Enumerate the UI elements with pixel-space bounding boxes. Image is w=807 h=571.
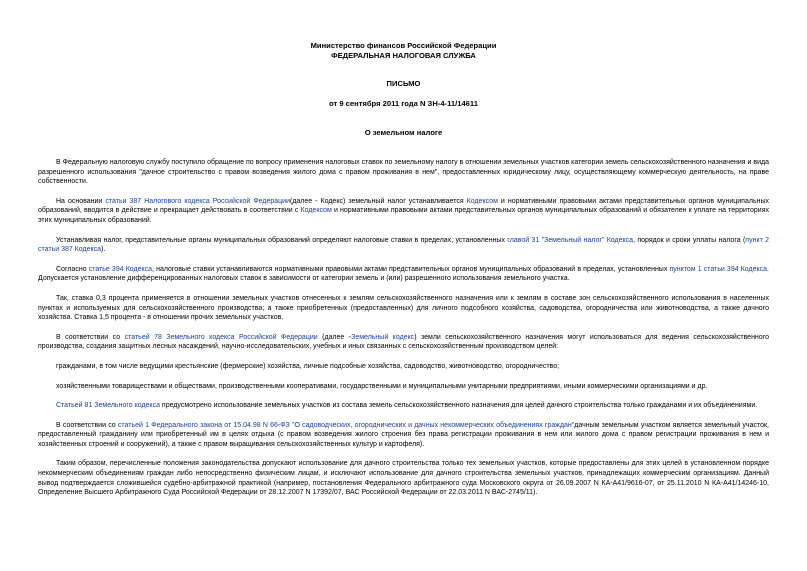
paragraph-10: В соответствии со статьей 1 Федерального закона от 15.04.98 N 66-ФЗ "О садоводческих, огороднических и дачных некоммерческих объединениях граждан"дачным земельным участком является земельный участок, предоставленный гражданину или приобретенный им в целях отдыха (с правом возведения жилого строения без права регистрации проживания в нем или жилого дома с правом регистрации проживания в нем и хозяйственных строений и сооружений), а также с правом выращивания сельскохозяйственных культур и картофеля). bbox=[38, 421, 770, 448]
link-article-387-tax-code[interactable]: статьи 387 Налогового кодекса Российской Федерации bbox=[105, 197, 290, 205]
link-code-1[interactable]: Кодексом bbox=[466, 197, 498, 205]
link-code-2[interactable]: Кодексом bbox=[300, 207, 332, 215]
paragraph-4: Согласно статье 394 Кодекса, налоговые ставки устанавливаются нормативными правовыми актами представительных органов муниципальных образований в пределах, установленных пунктом 1 статьи 394 Кодекса. Допускается установление дифференцированных налоговых ставок в зависимости от категории земель и (или) разрешенного использования земельного участка. bbox=[38, 265, 769, 283]
service-name: ФЕДЕРАЛЬНАЯ НАЛОГОВАЯ СЛУЖБА bbox=[331, 51, 476, 60]
ministry-name: Министерство финансов Российской Федерации bbox=[310, 41, 497, 50]
link-item-1-article-394[interactable]: пунктом 1 статьи 394 Кодекса bbox=[669, 265, 768, 273]
link-article-78-land-code[interactable]: статьей 78 Земельного кодекса Российской Федерации bbox=[124, 333, 318, 341]
paragraph-1: В Федеральную налоговую службу поступило обращение по вопросу применения налоговых ставок по земельному налогу в отношении земельных участков категории земель сельскохозяйственного назначения и вида разрешенного использования "дачное строительство с правом возведения жилого дома с правом проживания в нем", предоставленных юридическому лицу, осуществляющему коммерческую деятельность, на праве собственности. bbox=[38, 159, 769, 186]
link-chapter-31[interactable]: главой 31 "Земельный налог" Кодекса bbox=[507, 236, 634, 244]
paragraph-6: В соответствии со статьей 78 Земельного кодекса Российской Федерации (далее -Земельный кодекс) земли сельскохозяйственного назначения могут использоваться для ведения сельскохозяйственного производства, создания защитных лесных насаждений, научно-исследовательских, учебных и иных связанных с сельскохозяйственным производством целей: bbox=[38, 333, 769, 351]
paragraph-7: гражданами, в том числе ведущими крестьянские (фермерские) хозяйства, личные подсобные хозяйства, садоводство, животноводство, огородничество; bbox=[56, 362, 560, 370]
paragraph-11: Таким образом, перечисленные положения законодательства допускают использование для дачного строительства только тех земельных участков, которые предоставлены для этих целей в установленном порядке некоммерческим объединениям граждан либо непосредственно физическим лицам, и исключают использование для дачного строительства земельных участков, принадлежащих коммерческим организациям. Данный вывод подтверждается сложившейся судебно-арбитражной практикой (например, постановления Федерального арбитражного суда Московского округа от 26.09.2007 N КА-А41/9616-07, от 25.11.2010 N КА-А41/14246-10, Определение Высшего Арбитражного Суда Российской Федерации от 28.12.2007 N 17392/07, ВАС Российской Федерации от 22.03.2011 N ВАС-2745/11). bbox=[38, 460, 769, 497]
paragraph-9: Статьей 81 Земельного кодекса предусмотрено использование земельных участков из состава земель сельскохозяйственного назначения для целей дачного строительства только гражданами и их объединениями. bbox=[56, 402, 758, 410]
document-date-number: от 9 сентября 2011 года N ЗН-4-11/14611 bbox=[329, 99, 478, 108]
paragraph-3: Устанавливая налог, представительные органы муниципальных образований определяют налоговые ставки в пределах, установленных главой 31 "Земельный налог" Кодекса, порядок и сроки уплаты налога (пункт 2 статьи 387 Кодекса). bbox=[38, 236, 770, 254]
link-article-394[interactable]: статье 394 Кодекса bbox=[88, 265, 153, 273]
link-federal-law-66-fz[interactable]: статьей 1 Федерального закона от 15.04.98 N 66-ФЗ "О садоводческих, огороднических и дачных некоммерческих объединениях граждан" bbox=[117, 421, 575, 429]
link-item-2-article-387[interactable]: пункт 2 статьи 387 Кодекса bbox=[38, 236, 770, 254]
link-land-code[interactable]: Земельный кодекс bbox=[351, 333, 415, 341]
link-article-81-land-code[interactable]: Статьей 81 Земельного кодекса bbox=[56, 402, 160, 410]
document-subject: О земельном налоге bbox=[364, 128, 443, 137]
document-body bbox=[38, 158, 769, 506]
paragraph-8: хозяйственными товариществами и обществами, производственными кооперативами, государственными и муниципальными унитарными предприятиями, иными коммерческими организациями и др. bbox=[56, 382, 708, 390]
paragraph-5: Так, ставка 0,3 процента применяется в отношении земельных участков отнесенных к землям сельскохозяйственного назначения или к землям в составе зон сельскохозяйственного использования в населенных пунктах и используемых для сельскохозяйственного производства; а также приобретенных (предоставленных) для личного подсобного хозяйства, садоводства, огородничества или животноводства, а также дачного хозяйства. Ставка 1,5 процента - в отношении прочих земельных участков. bbox=[38, 294, 769, 322]
paragraph-2: На основании статьи 387 Налогового кодекса Российской Федерации(далее - Кодекс) земельный налог устанавливается Кодексом и нормативными правовыми актами представительных органов муниципальных образований, вводится в действие и прекращает действовать в соответствии с Кодексом и нормативными правовыми актами представительных органов муниципальных образований и обязателен к уплате на территориях этих муниципальных образований. bbox=[38, 197, 769, 224]
document-type: ПИСЬМО bbox=[386, 79, 421, 88]
